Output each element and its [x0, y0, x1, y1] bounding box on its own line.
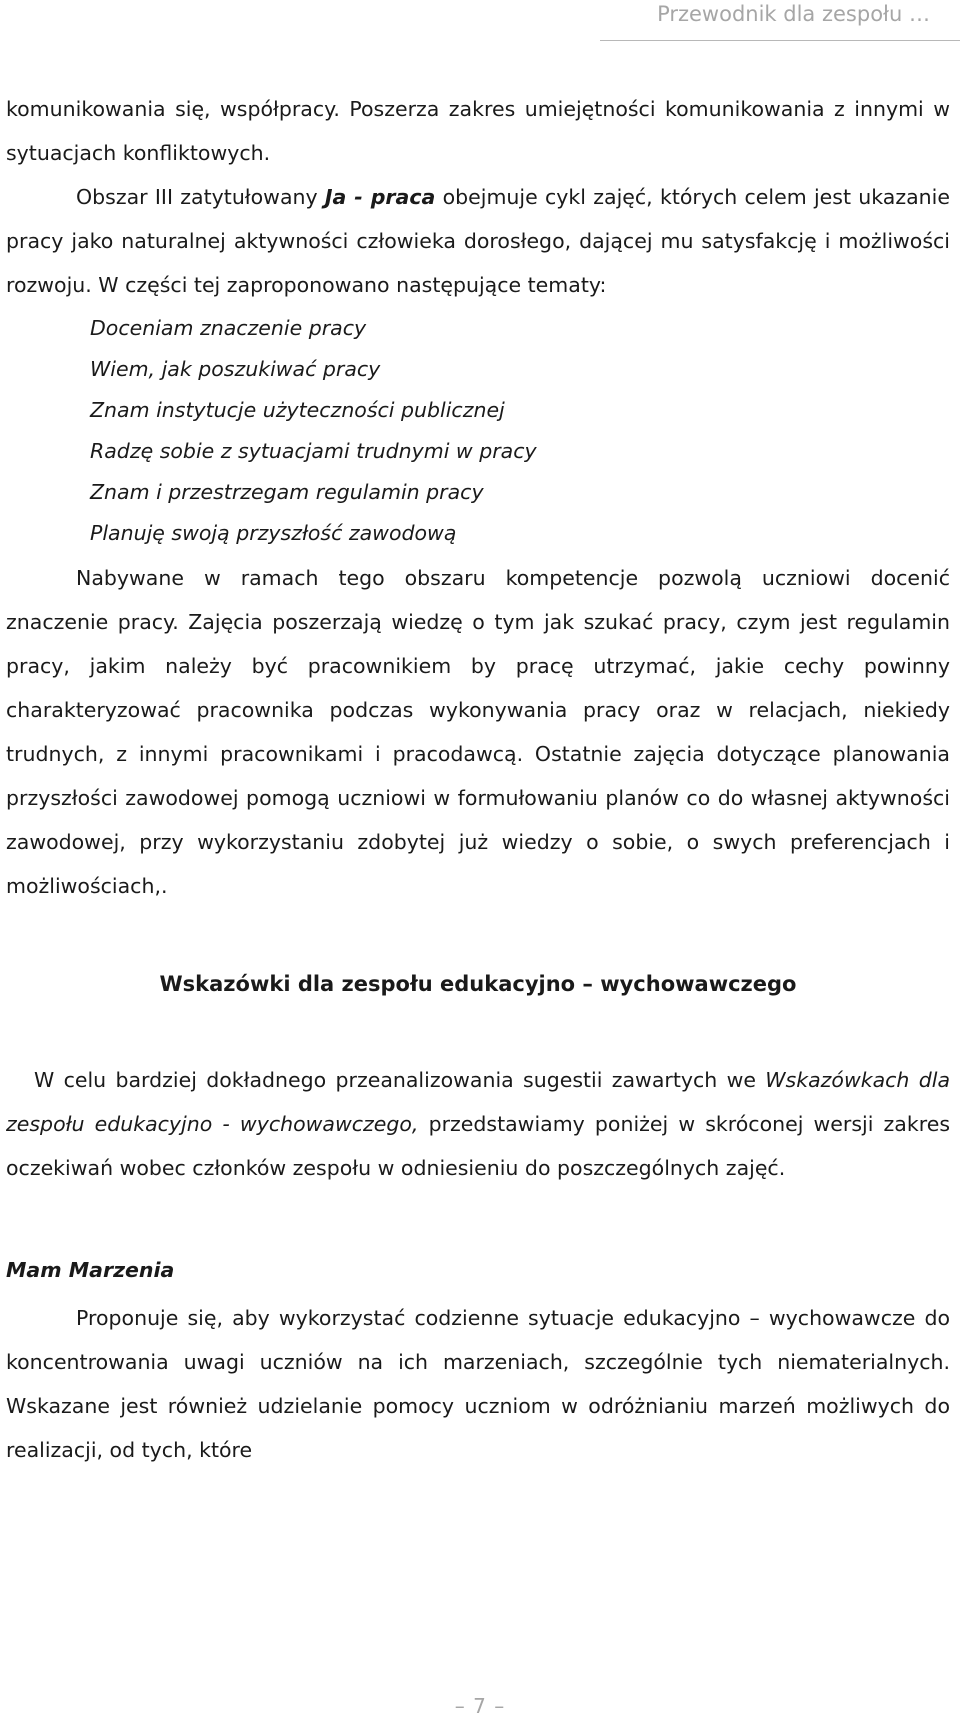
paragraph-text: obejmuje cykl zajęć, których celem jest ukazanie pracy jako naturalnej aktywności człowieka dorosłego, dającej mu satysfakcję i możliwości rozwoju. W części tej zaproponowano następujące tematy:: [6, 185, 950, 297]
emphasis-guidelines: Wskazówkach dla zespołu edukacyjno - wychowawczego,: [6, 1068, 950, 1136]
header-title: Przewodnik dla zespołu …: [657, 2, 930, 26]
paragraph-text: W celu bardziej dokładnego przeanalizowania sugestii zawartych we: [34, 1068, 766, 1092]
section-heading-text: Wskazówki dla zespołu edukacyjno – wychowawczego: [159, 972, 797, 996]
paragraph-text: przedstawiamy poniżej w skróconej wersji zakres oczekiwań wobec członków zespołu w odniesieniu do poszczególnych zajęć.: [6, 1112, 951, 1180]
section-heading: [6, 962, 950, 1006]
emphasis-ja-praca: Ja - praca: [324, 185, 436, 209]
subheading: [6, 1248, 950, 1292]
paragraph-text: Obszar III zatytułowany: [76, 185, 325, 209]
paragraph-area-iii: [6, 175, 950, 307]
page-number: – 7 –: [454, 1694, 506, 1718]
topic-item: Planuję swoją przyszłość zawodową: [90, 521, 457, 545]
topic-item: Znam i przestrzegam regulamin pracy: [90, 480, 484, 504]
paragraph-guidelines: [6, 1058, 950, 1190]
page-header: [600, 0, 960, 41]
topic-list: [6, 308, 950, 554]
topic-item: Znam instytucje użyteczności publicznej: [90, 398, 505, 422]
topic-item: Doceniam znaczenie pracy: [90, 316, 367, 340]
subheading-text: Mam Marzenia: [6, 1258, 175, 1282]
paragraph-continuation: komunikowania się, współpracy. Poszerza zakres umiejętności komunikowania z innymi w sytuacjach konfliktowych.: [6, 97, 950, 165]
paragraph-dreams: Proponuje się, aby wykorzystać codzienne sytuacje edukacyjno – wychowawcze do koncentrowania uwagi uczniów na ich marzeniach, szczególnie tych niematerialnych. Wskazane jest również udzielanie pomocy uczniom w odróżnianiu marzeń możliwych do realizacji, od tych, które: [6, 1306, 950, 1462]
document-body: [6, 87, 950, 1472]
topic-item: Wiem, jak poszukiwać pracy: [90, 357, 381, 381]
paragraph-competences: Nabywane w ramach tego obszaru kompetencje pozwolą uczniowi docenić znaczenie pracy. Zajęcia poszerzają wiedzę o tym jak szukać pracy, czym jest regulamin pracy, jakim należy być pracownikiem by pracę utrzymać, jakie cechy powinny charakteryzować pracownika podczas wykonywania pracy oraz w relacjach, niekiedy trudnych, z innymi pracownikami i pracodawcą. Ostatnie zajęcia dotyczące planowania przyszłości zawodowej pomogą uczniowi w formułowaniu planów co do własnej aktywności zawodowej, przy wykorzystaniu zdobytej już wiedzy o sobie, o swych preferencjach i możliwościach,.: [6, 566, 950, 898]
topic-item: Radzę sobie z sytuacjami trudnymi w pracy: [90, 439, 537, 463]
